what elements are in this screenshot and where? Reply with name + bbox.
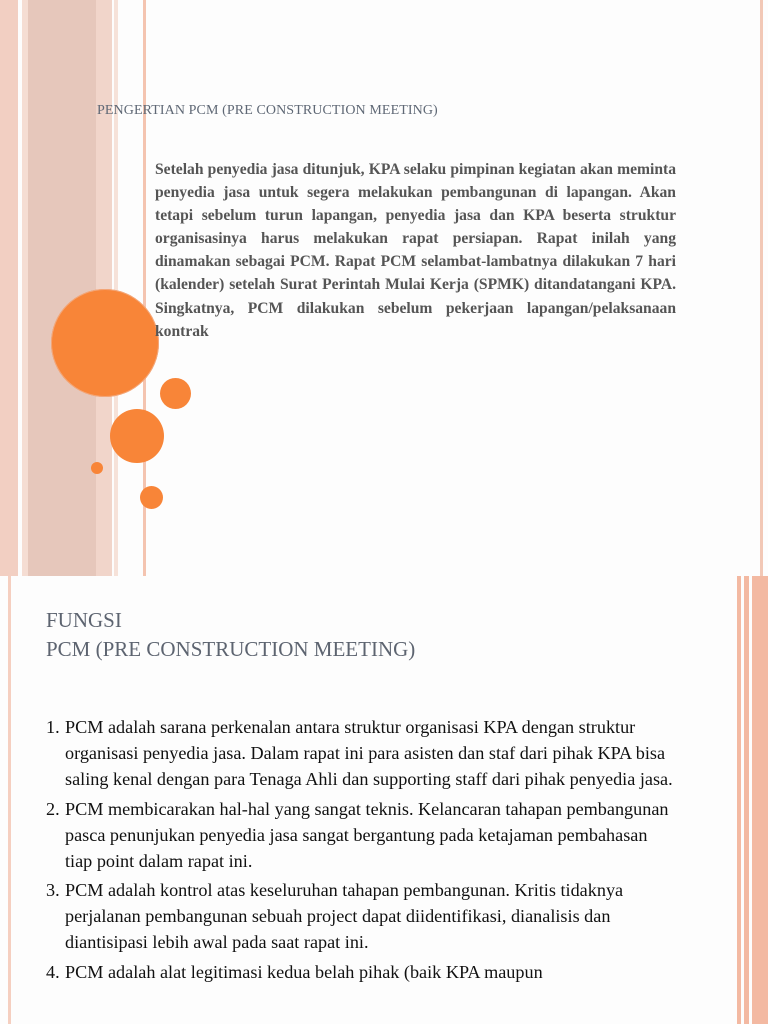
- slide-fungsi: [0, 576, 768, 1024]
- decorative-circle-small: [140, 486, 163, 509]
- decorative-circle-large: [51, 289, 159, 397]
- decorative-stripe: [760, 0, 763, 576]
- decorative-stripe: [114, 0, 118, 576]
- slide-body-text: Setelah penyedia jasa ditunjuk, KPA selaku pimpinan kegiatan akan meminta penyedia jasa untuk segera melakukan pembangunan di lapangan. Akan tetapi sebelum turun lapangan, penyedia jasa dan KPA beserta struktur organisasinya harus melakukan rapat persiapan. Rapat inilah yang dinamakan sebagai PCM. Rapat PCM selambat-lambatnya dilakukan 7 hari (kalender) setelah Surat Perintah Mulai Kerja (SPMK) ditandatangani KPA. Singkatnya, PCM dilakukan sebelum pekerjaan lapangan/pelaksanaan kontrak: [155, 161, 676, 340]
- list-item-number: 2.: [46, 798, 60, 819]
- decorative-stripe: [737, 576, 741, 1024]
- decorative-stripe: [752, 576, 768, 1024]
- list-item-text: PCM adalah kontrol atas keseluruhan tahapan pembangunan. Kritis tidaknya perjalanan pembangunan sebuah project dapat diidentifikasi, dianalisis dan diantisipasi lebih awal pada saat rapat ini.: [65, 880, 624, 953]
- slide-title: [46, 606, 415, 664]
- list-item-text: PCM adalah sarana perkenalan antara struktur organisasi KPA dengan struktur organisasi penyedia jasa. Dalam rapat ini para asisten dan staf dari pihak KPA bisa saling kenal dengan para Tenaga Ahli dan supporting staff dari pihak penyedia jasa.: [65, 717, 673, 789]
- function-list: [46, 715, 676, 990]
- slide-title: PENGERTIAN PCM (PRE CONSTRUCTION MEETING): [97, 103, 438, 118]
- list-item-text: PCM adalah alat legitimasi kedua belah pihak (baik KPA maupun: [65, 962, 543, 983]
- decorative-stripe: [0, 0, 18, 576]
- list-item: [46, 715, 676, 793]
- decorative-stripe: [8, 576, 11, 1024]
- slide-title-line: PCM (PRE CONSTRUCTION MEETING): [46, 637, 416, 661]
- list-item-number: 3.: [46, 880, 60, 901]
- decorative-circle-tiny: [91, 462, 103, 474]
- list-item: [46, 878, 676, 956]
- list-item: [46, 797, 676, 875]
- slide-title-line: FUNGSI: [46, 608, 122, 632]
- list-item-number: 4.: [46, 962, 60, 983]
- decorative-stripe: [744, 576, 749, 1024]
- list-item-text: PCM membicarakan hal-hal yang sangat teknis. Kelancaran tahapan pembangunan pasca penunjukan penyedia jasa sangat bergantung pada ketajaman pembahasan tiap point dalam rapat ini.: [65, 798, 669, 871]
- list-item: [46, 960, 676, 986]
- decorative-stripe: [28, 0, 96, 576]
- decorative-circle-small: [160, 378, 191, 409]
- decorative-circle-medium: [110, 409, 164, 463]
- decorative-stripe: [96, 0, 112, 576]
- list-item-number: 1.: [46, 717, 60, 737]
